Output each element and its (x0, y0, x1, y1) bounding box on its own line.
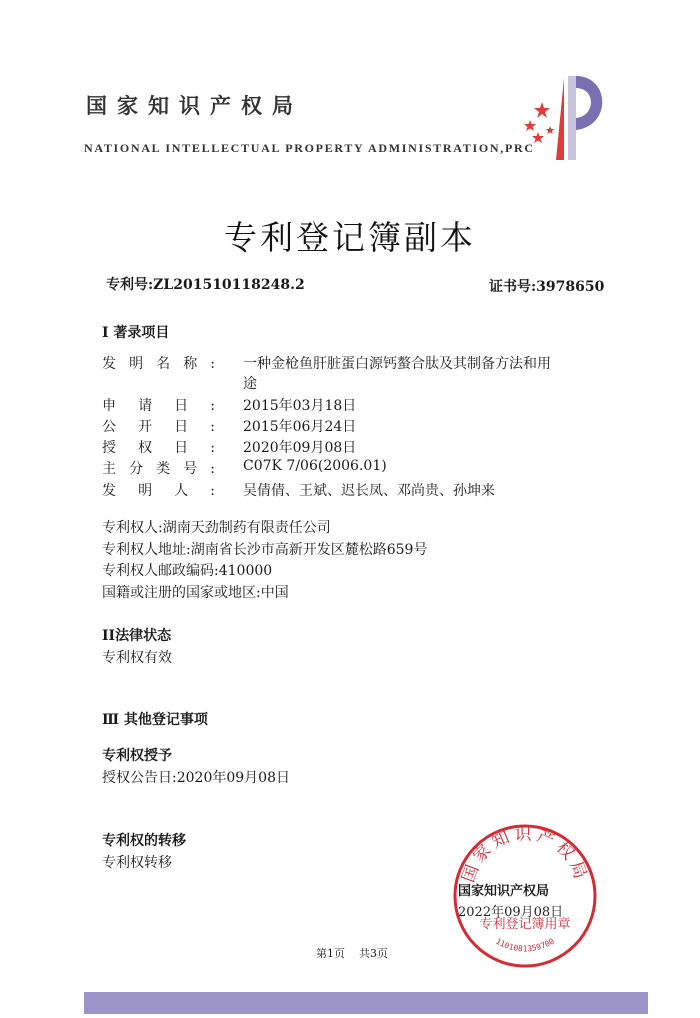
field-value-title: 一种金枪鱼肝脏蛋白源钙螯合肽及其制备方法和用 (243, 356, 551, 372)
field-value-grant-date: 2020年09月08日 (243, 440, 357, 456)
field-value-classification: C07K 7/06(2006.01) (243, 458, 387, 474)
certificate-number: 证书号:3978650 (489, 279, 605, 295)
agency-name-en: NATIONAL INTELLECTUAL PROPERTY ADMINISTRATION,PRC (84, 141, 535, 155)
field-label-inventors: 发明人: (102, 483, 215, 499)
footer-bar (84, 992, 648, 1014)
field-label-classification: 主分类号: (102, 461, 215, 477)
seal-date-text: 2022年09月08日 (458, 905, 564, 920)
field-value-title-cont: 途 (243, 376, 257, 392)
legal-status: 专利权有效 (102, 650, 172, 666)
svg-text:1101081359700 (494, 937, 556, 954)
seal-ring-text: 国家知识产权局 (458, 824, 592, 886)
transfer-text: 专利权转移 (102, 855, 172, 871)
seal-bottom-text: 专利登记簿用章 (479, 917, 571, 932)
field-label-application-date: 申请日: (102, 398, 215, 414)
svg-text:国家知识产权局 (459, 825, 592, 885)
patentee-country: 国籍或注册的国家或地区:中国 (102, 585, 289, 601)
patentee-address: 专利权人地址:湖南省长沙市高新开发区麓松路659号 (102, 542, 428, 558)
seal-code: 1101081359700 (494, 936, 556, 954)
patent-number: 专利号:ZL201510118248.2 (106, 277, 305, 293)
field-value-publication-date: 2015年06月24日 (243, 419, 357, 435)
page-number: 第1页 共3页 (316, 947, 388, 960)
patentee: 专利权人:湖南天劲制药有限责任公司 (102, 520, 331, 536)
transfer-heading: 专利权的转移 (102, 833, 186, 849)
field-value-inventors: 吴倩倩、王斌、迟长凤、邓尚贵、孙坤来 (243, 483, 495, 499)
field-value-application-date: 2015年03月18日 (243, 398, 357, 414)
document-title: 专利登记簿副本 (224, 218, 476, 257)
seal-agency-text: 国家知识产权局 (458, 884, 550, 899)
field-label-publication-date: 公开日: (102, 419, 215, 435)
cnipa-logo-icon (516, 68, 608, 164)
section-3-heading: Ⅲ 其他登记事项 (102, 712, 208, 728)
agency-name-cn: 国家知识产权局 (86, 93, 303, 118)
grant-heading: 专利权授予 (102, 748, 172, 764)
field-label-title: 发明名称: (102, 356, 215, 372)
patentee-postcode: 专利权人邮政编码:410000 (102, 563, 273, 579)
section-1-heading: Ⅰ 著录项目 (102, 325, 170, 341)
grant-announcement-date: 授权公告日:2020年09月08日 (102, 770, 290, 786)
section-2-heading: II法律状态 (102, 628, 172, 644)
field-label-grant-date: 授权日: (102, 440, 215, 456)
